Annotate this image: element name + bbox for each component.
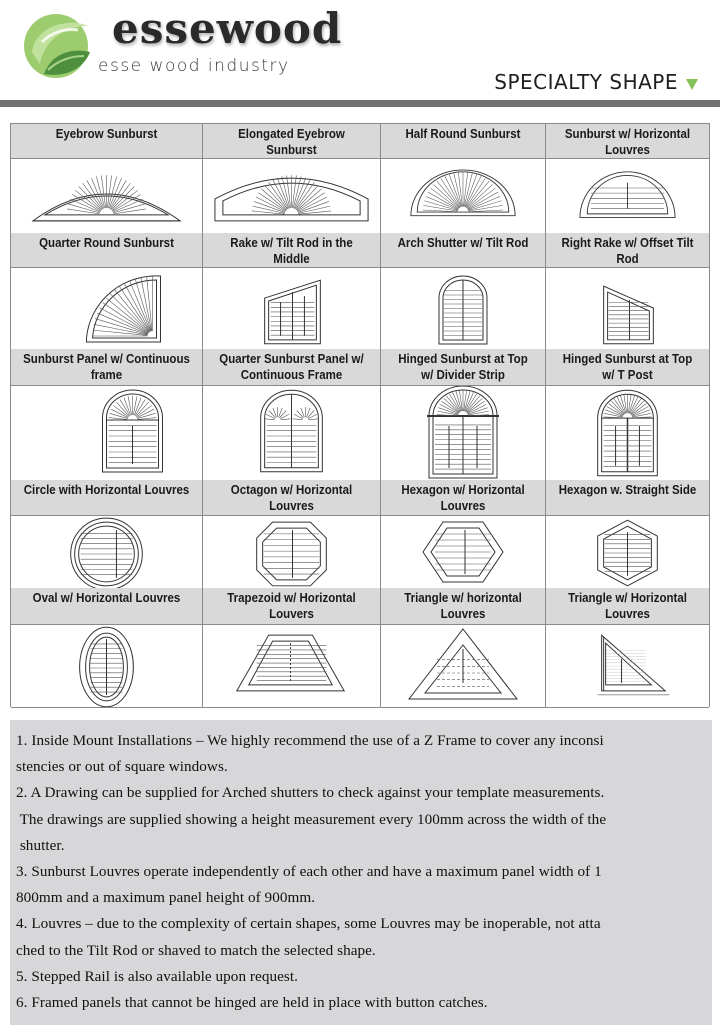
shape-label-cell [203,588,381,624]
shape-label: Eyebrow Sunburst [55,127,158,141]
header-divider [0,100,720,107]
note-line: ched to the Tilt Rod or shaved to match the selected shape. [16,941,376,959]
note-line: 1. Inside Mount Installations – We highly recommend the use of a Z Frame to cover any inconsi [16,732,604,749]
shape-label: Elongated Eyebrow Sunburst [238,127,345,157]
grid-header-row [11,588,709,625]
shape-label: Rake w/ Tilt Rod in the Middle [230,236,353,266]
shape-label: Sunburst w/ Horizontal Louvres [564,127,691,157]
shape-image-cell [381,516,546,589]
right-rake-offset-tilt-rod-icon [546,268,709,350]
note-line: 6. Framed panels that cannot be hinged are held in place with button catches. [16,994,488,1012]
quarter-sunburst-panel-continuous-frame-icon [203,386,380,481]
right-triangle-horizontal-louvres-icon [546,625,709,707]
eyebrow-sunburst-icon [11,159,202,234]
shape-image-cell [546,268,709,350]
grid-header-row [11,233,709,268]
shape-label-cell [203,480,381,515]
shape-label-cell [381,233,546,267]
note-line: 3. Sunburst Louvres operate independently of each other and have a maximum panel width of 1 [16,863,602,881]
quarter-round-sunburst-icon [11,268,202,350]
leaf-logo-icon [22,12,94,80]
shape-label: Half Round Sunburst [405,127,521,141]
shape-label: Hinged Sunburst at Top w/ T Post [562,352,693,382]
shapes-grid [10,123,710,707]
shape-label: Oval w/ Horizontal Louvres [32,591,181,605]
shape-label: Octagon w/ Horizontal Louvres [230,483,353,513]
shape-image-cell [11,268,203,350]
note-line: 800mm and a maximum panel height of 900mm. [16,889,316,907]
note-line: 4. Louvres – due to the complexity of certain shapes, some Louvres may be inoperable, not atta [16,915,601,933]
shape-image-cell [381,268,546,350]
shape-image-cell [203,386,381,481]
note-line: 5. Stepped Rail is also available upon request. [16,967,298,985]
hexagon-horizontal-louvres-icon [381,516,545,589]
note-line: 2. A Drawing can be supplied for Arched shutters to check against your template measurements. [16,784,605,802]
grid-image-row [11,625,709,708]
triangle-down-icon [686,79,698,90]
shape-label: Sunburst Panel w/ Continuous frame [23,352,190,382]
sunburst-horizontal-louvres-icon [546,159,709,234]
shape-label: Trapezoid w/ Horizontal Louvers [227,591,356,621]
shape-label: Hinged Sunburst at Top w/ Divider Strip [398,352,528,382]
shape-label-cell [381,480,546,515]
grid-header-row [11,349,709,386]
shape-image-cell [11,516,203,589]
shape-label-cell [11,480,203,515]
shape-image-cell [203,625,381,707]
elongated-eyebrow-sunburst-icon [203,159,380,234]
shape-label: Triangle w/ Horizontal Louvres [568,591,687,621]
shape-label-cell [11,588,203,624]
shape-image-cell [546,159,709,234]
note-line: The drawings are supplied showing a height measurement every 100mm across the width of the [16,810,607,828]
shape-label-cell [381,124,546,158]
shape-image-cell [11,386,203,481]
shape-image-cell [203,159,381,234]
brand-tagline: esse wood industry [98,56,290,76]
shape-image-cell [203,516,381,589]
shape-image-cell [546,516,709,589]
page-header [0,0,720,100]
shape-label: Quarter Round Sunburst [39,236,174,250]
shape-image-cell [11,159,203,234]
shape-label-cell [11,233,203,267]
sunburst-panel-continuous-frame-icon [11,386,202,481]
shape-label-cell [381,588,546,624]
grid-image-row [11,386,709,482]
rake-tilt-rod-middle-icon [203,268,380,350]
shape-label: Triangle w/ horizontal Louvres [404,591,522,621]
grid-image-row [11,268,709,351]
shape-label: Hexagon w/ Horizontal Louvres [401,483,525,513]
shape-label-cell [546,233,709,267]
shape-label: Circle with Horizontal Louvres [23,483,190,497]
hinged-sunburst-divider-strip-icon [381,386,545,481]
shape-label: Quarter Sunburst Panel w/ Continuous Frame [219,352,364,382]
note-line: shutter. [16,836,65,854]
shape-image-cell [11,625,203,707]
shape-label: Right Rake w/ Offset Tilt Rod [561,236,694,266]
shape-image-cell [203,268,381,350]
shape-label: Hexagon w. Straight Side [558,483,697,497]
grid-image-row [11,159,709,235]
shape-label-cell [546,349,709,385]
hinged-sunburst-t-post-icon [546,386,709,481]
shape-image-cell [546,625,709,707]
shape-label-cell [546,588,709,624]
shape-label-cell [546,124,709,158]
shape-label-cell [203,233,381,267]
brand-name: essewood [112,4,343,53]
trapezoid-horizontal-louvers-icon [203,625,380,707]
hexagon-straight-side-icon [546,516,709,589]
shape-image-cell [381,386,546,481]
shape-label-cell [11,124,203,158]
shape-label-cell [381,349,546,385]
shape-label-cell [203,124,381,158]
triangle-horizontal-louvres-icon [381,625,545,707]
circle-horizontal-louvres-icon [11,516,202,589]
shape-image-cell [381,159,546,234]
notes-panel [10,720,712,1025]
shape-label-cell [11,349,203,385]
shape-label: Arch Shutter w/ Tilt Rod [397,236,529,250]
grid-header-row [11,480,709,516]
octagon-horizontal-louvres-icon [203,516,380,589]
shape-image-cell [546,386,709,481]
half-round-sunburst-icon [381,159,545,234]
shape-image-cell [381,625,546,707]
arch-shutter-tilt-rod-icon [381,268,545,350]
shape-label-cell [546,480,709,515]
section-title: SPECIALTY SHAPE [494,70,678,94]
oval-horizontal-louvres-icon [11,625,202,707]
grid-header-row [11,124,709,159]
note-line: stencies or out of square windows. [16,758,228,776]
grid-image-row [11,516,709,590]
shape-label-cell [203,349,381,385]
